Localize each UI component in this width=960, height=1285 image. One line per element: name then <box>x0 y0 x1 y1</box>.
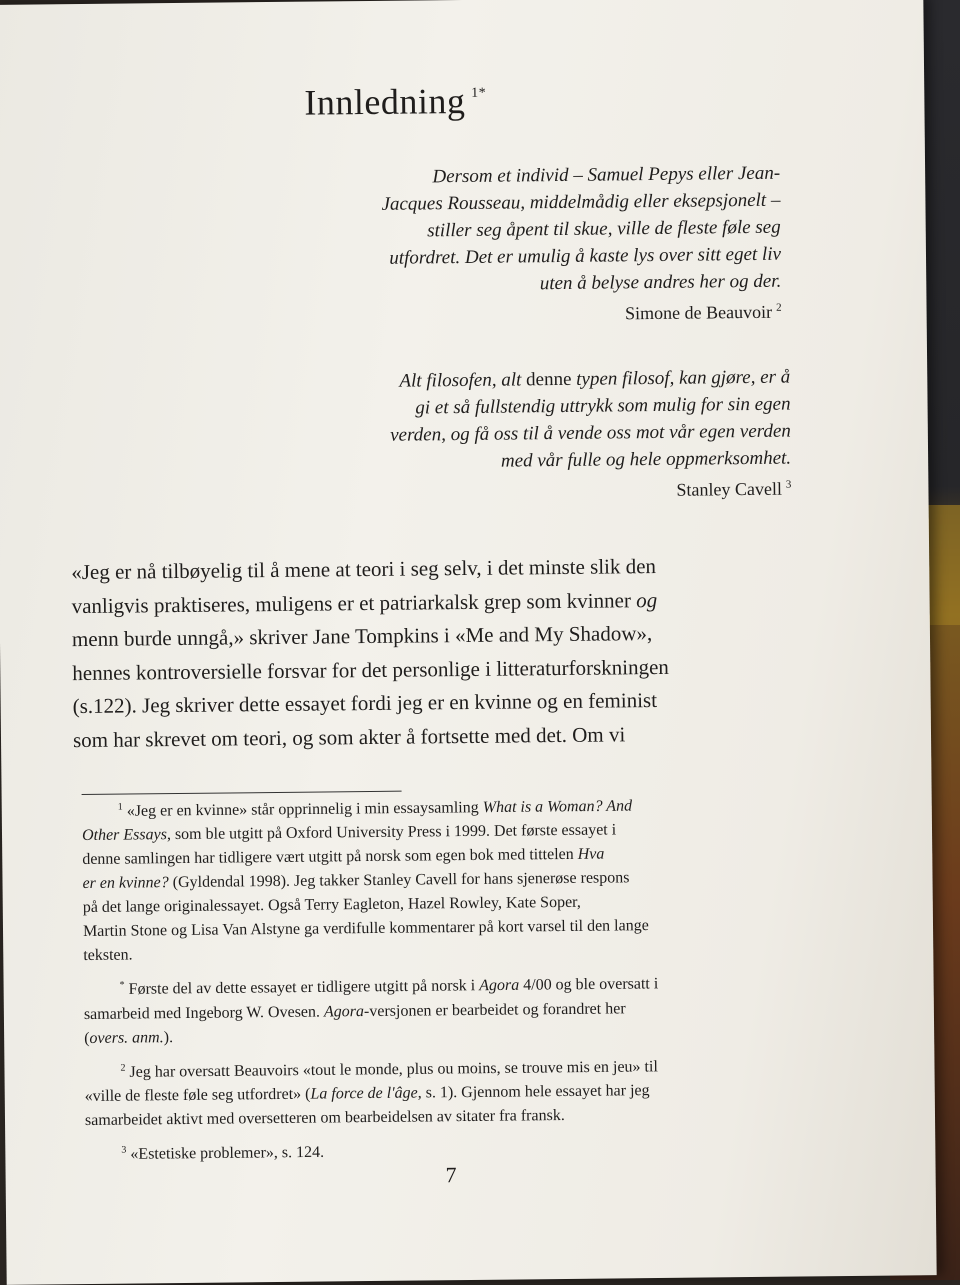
footnote-text: 4/00 og ble oversatt i <box>519 975 659 995</box>
footnote-line: Martin Stone og Lisa Van Alstyne ga verdifulle kommentarer på kort varsel til den lange <box>82 917 649 941</box>
footnote-text: -versjonen er bearbeidet og forandret her <box>363 999 626 1020</box>
footnote-italic: Agora <box>323 1002 365 1021</box>
footnote-text: «Estetiske problemer», s. 124. <box>130 1143 325 1163</box>
epigraph2-upright-word: denne <box>525 368 572 391</box>
footnote-mark: 3 <box>121 1144 127 1156</box>
footnote-text: ( <box>84 1029 90 1047</box>
body-italic-word: og <box>635 587 658 612</box>
footnote-2 <box>84 1049 815 1133</box>
footnote-line: på det lange originalessayet. Også Terry Eagleton, Hazel Rowley, Kate Soper, <box>82 894 581 917</box>
epigraph2-text: Alt filosofen, alt <box>399 369 527 392</box>
title-note-mark: 1* <box>471 85 487 101</box>
page-number: 7 <box>445 1162 457 1188</box>
footnote-text: «Jeg er en kvinne» står opprinnelig i min essaysamling <box>126 799 483 820</box>
epigraph1-line: uten å belyse andres her og der. <box>539 270 782 295</box>
epigraph1-line: Jacques Rousseau, middelmådig eller eksepsjonelt – <box>381 189 781 215</box>
epigraph1-note-mark: 2 <box>775 301 782 314</box>
epigraph2-line: gi et så fullstendig uttrykk som mulig for sin egen <box>415 393 791 419</box>
footnote-italic: What is a Woman? And <box>482 797 633 817</box>
footnote-italic: Agora <box>479 977 520 995</box>
body-line: som har skrevet om teori, og som akter å fortsette med det. Om vi <box>72 721 626 752</box>
epigraph2-line: med vår fulle og hele oppmerksomhet. <box>500 447 792 472</box>
epigraph1-line: Dersom et individ – Samuel Pepys eller Jean- <box>432 162 781 188</box>
footnote-text: , s. 1). Gjennom hele essayet har jeg <box>417 1082 650 1102</box>
footnote-1 <box>82 788 814 968</box>
footnote-text: (Gyldendal 1998). Jeg takker Stanley Cavell for hans sjenerøse respons <box>168 869 630 892</box>
footnotes <box>82 788 816 1173</box>
body-line: (s.122). Jeg skriver dette essayet fordi jeg er en kvinne og en feminist <box>72 687 658 719</box>
epigraph1-author-name: Simone de Beauvoir <box>624 301 773 324</box>
footnote-italic: er en kvinne? <box>82 874 169 893</box>
epigraph-cavell <box>342 364 791 508</box>
body-line: hennes kontroversielle forsvar for det personlige i litteraturforskningen <box>72 654 669 685</box>
body-line: «Jeg er nå tilbøyelig til å mene at teori i seg selv, i det minste slik den <box>71 553 657 585</box>
footnote-line: teksten. <box>83 946 133 965</box>
body-line: menn burde unngå,» skriver Jane Tompkins i «Me and My Shadow», <box>71 621 653 652</box>
footnote-text: ). <box>163 1028 174 1046</box>
chapter-title-text: Innledning <box>304 80 466 123</box>
footnote-italic: Other Essays <box>81 826 168 845</box>
footnote-mark: 2 <box>120 1062 126 1074</box>
epigraph2-author <box>343 472 791 508</box>
footnote-text: denne samlingen har tidligere vært utgitt på norsk som egen bok med tittelen <box>82 846 578 869</box>
epigraph1-author <box>341 295 781 331</box>
footnote-line: samarbeidet aktivt med oversetteren om bearbeidelsen av sitater fra fransk. <box>84 1106 565 1129</box>
footnote-text: , som ble utgitt på Oxford University Press i 1999. Det første essayet i <box>166 821 617 844</box>
footnote-italic: Hva <box>577 845 605 864</box>
epigraph2-note-mark: 3 <box>785 478 792 491</box>
body-text: vanligvis praktiseres, muligens er et patriarkalsk grep som kvinner <box>71 587 637 618</box>
epigraph2-text: typen filosof, kan gjøre, er å <box>571 366 791 390</box>
epigraph2-author-name: Stanley Cavell <box>676 478 783 500</box>
body-paragraph <box>71 548 833 757</box>
epigraph1-line: stiller seg åpent til skue, ville de fleste føle seg <box>427 216 781 242</box>
epigraph2-line: verden, og få oss til å vende oss mot vår egen verden <box>390 420 791 446</box>
footnote-text: Jeg har oversatt Beauvoirs «tout le monde, plus ou moins, se trouve mis en jeu» til <box>129 1057 658 1081</box>
epigraph1-line: utfordret. Det er umulig å kaste lys over sitt eget liv <box>389 243 782 269</box>
chapter-title <box>304 80 486 124</box>
footnote-text: «ville de fleste føle seg utfordret» ( <box>84 1085 311 1105</box>
footnote-text: samarbeid med Ingeborg W. Ovesen. <box>83 1003 325 1023</box>
footnote-mark: 1 <box>117 801 123 813</box>
footnote-text: Første del av dette essayet er tidligere utgitt på norsk i <box>128 977 480 999</box>
footnote-mark: * <box>119 979 125 991</box>
footnote-italic: La force de l'âge <box>310 1084 418 1103</box>
footnote-italic: overs. anm. <box>89 1028 164 1047</box>
epigraph-beauvoir <box>340 160 782 331</box>
footnote-star <box>83 967 814 1051</box>
